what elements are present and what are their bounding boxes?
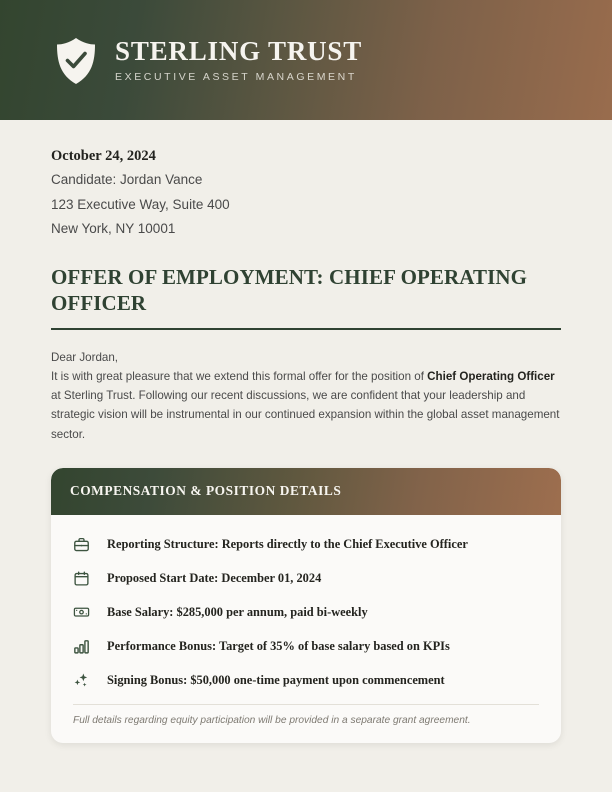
- list-item: [73, 561, 539, 595]
- sparkles-icon: [73, 672, 90, 689]
- letter-body-part-2: at Sterling Trust. Following our recent discussions, we are confident that your leadership and strategic vision will be instrumental in our continued expansion within the global asset management sector.: [51, 389, 560, 441]
- list-item-label: Reporting Structure: Reports directly to the Chief Executive Officer: [107, 536, 468, 551]
- document-body: [0, 120, 612, 444]
- letter-body-part-1: It is with great pleasure that we extend this formal offer for the position of: [51, 369, 428, 383]
- brand-header-banner: [0, 0, 612, 120]
- equity-note: Full details regarding equity participation will be provided in a separate grant agreement.: [73, 714, 471, 726]
- compensation-details-card: [51, 468, 561, 744]
- brand-name: STERLING TRUST: [115, 35, 363, 66]
- list-item-label: Base Salary: $285,000 per annum, paid bi-weekly: [107, 604, 368, 619]
- briefcase-icon: [73, 536, 90, 553]
- card-header-title: COMPENSATION & POSITION DETAILS: [70, 483, 342, 499]
- list-item-label: Performance Bonus: Target of 35% of base salary based on KPIs: [107, 638, 450, 653]
- candidate-name: Candidate: Jordan Vance: [51, 172, 203, 187]
- brand-text-block: [115, 37, 362, 83]
- title-divider: [51, 328, 561, 330]
- banknote-icon: [73, 604, 90, 621]
- list-item: [73, 527, 539, 561]
- brand-tagline: EXECUTIVE ASSET MANAGEMENT: [115, 71, 357, 84]
- address-line-1: 123 Executive Way, Suite 400: [51, 196, 230, 212]
- list-item-label: Proposed Start Date: December 01, 2024: [107, 570, 322, 585]
- letter-date: October 24, 2024: [51, 148, 156, 164]
- calendar-icon: [73, 570, 90, 587]
- list-item-label: Signing Bonus: $50,000 one-time payment upon commencement: [107, 672, 445, 687]
- list-item: [73, 595, 539, 629]
- letter-salutation: Dear Jordan,: [51, 350, 119, 364]
- card-body: [51, 515, 561, 744]
- letter-body-emphasis: Chief Operating Officer: [427, 369, 555, 383]
- shield-check-icon: [55, 37, 97, 85]
- page-title: OFFER OF EMPLOYMENT: CHIEF OPERATING OFFICER: [51, 264, 528, 315]
- list-item: [73, 629, 539, 663]
- letter-paragraph: [51, 348, 561, 444]
- list-item: [73, 663, 539, 697]
- bar-chart-icon: [73, 638, 90, 655]
- card-header: [51, 468, 561, 515]
- address-line-2: New York, NY 10001: [51, 221, 176, 236]
